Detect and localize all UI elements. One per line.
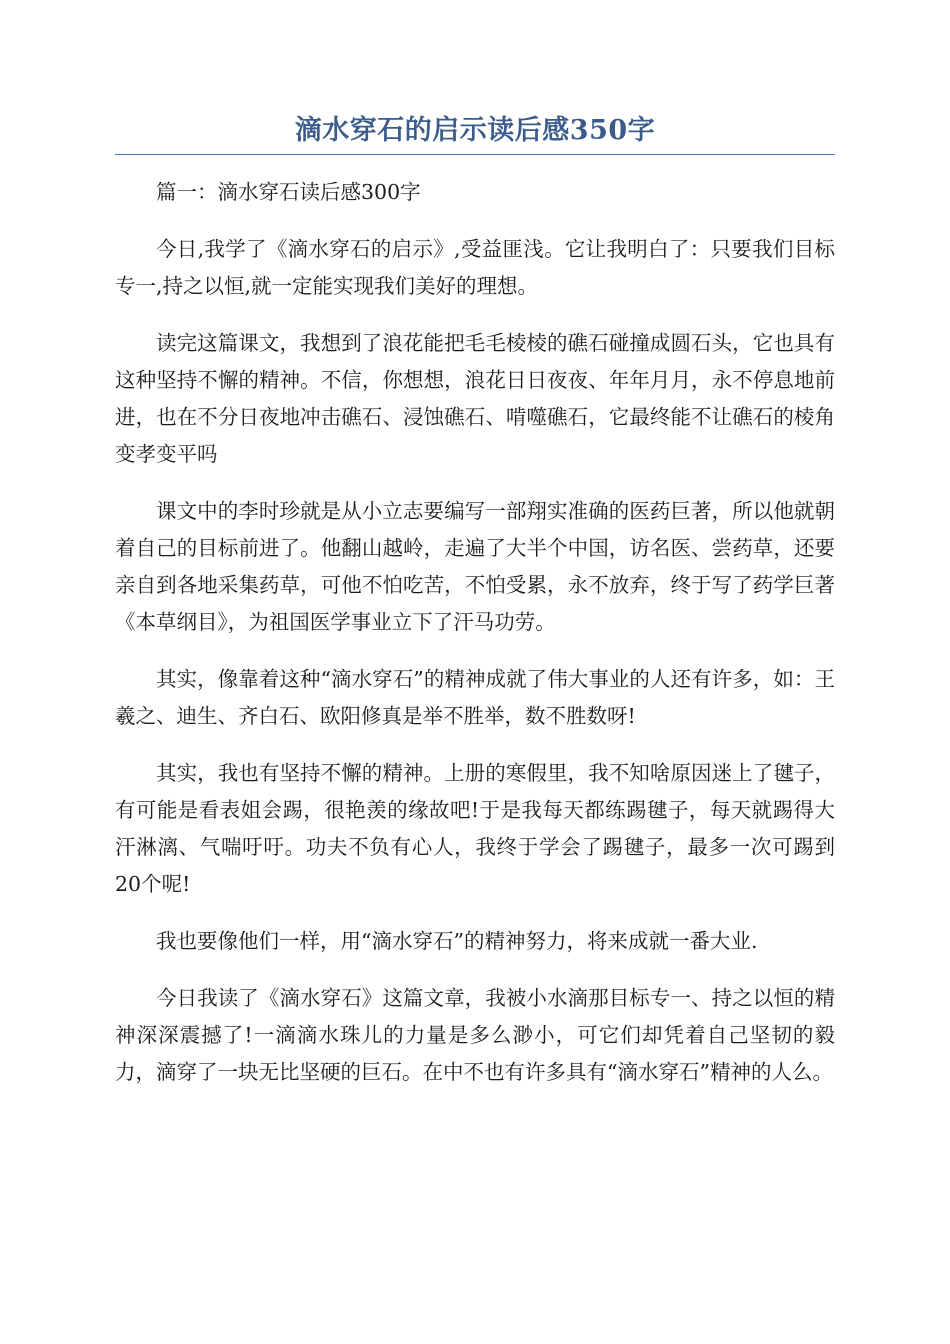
paragraph-3: 课文中的李时珍就是从小立志要编写一部翔实准确的医药巨著，所以他就朝着自己的目标前进了。他翻山越岭，走遍了大半个中国，访名医、尝药草，还要亲自到各地采集药草，可他不怕吃苦，不怕受累，永不放弃，终于写了药学巨著《本草纲目》，为祖国医学事业立下了汗马功劳。 xyxy=(115,499,835,634)
paragraph-7: 今日我读了《滴水穿石》这篇文章，我被小水滴那目标专一、持之以恒的精神深深震撼了!一滴滴水珠儿的力量是多么渺小，可它们却凭着自己坚韧的毅力，滴穿了一块无比坚硬的巨石。在中不也有许多具有“滴水穿石”精神的人么。 xyxy=(115,986,835,1084)
title-underline xyxy=(115,154,835,155)
document-title: 滴水穿石的启示读后感350字 xyxy=(294,115,656,146)
paragraph-1: 今日,我学了《滴水穿石的启示》,受益匪浅。它让我明白了：只要我们目标专一,持之以恒,就一定能实现我们美好的理想。 xyxy=(115,237,835,298)
paragraph-6: 我也要像他们一样，用“滴水穿石”的精神努力，将来成就一番大业. xyxy=(156,929,758,953)
document-body xyxy=(115,174,835,1111)
section-heading: 篇一：滴水穿石读后感300字 xyxy=(156,180,421,204)
paragraph-2: 读完这篇课文，我想到了浪花能把毛毛棱棱的礁石碰撞成圆石头，它也具有这种坚持不懈的精神。不信，你想想，浪花日日夜夜、年年月月，永不停息地前进，也在不分日夜地冲击礁石、浸蚀礁石、啃噬礁石，它最终能不让礁石的棱角变孝变平吗 xyxy=(115,331,835,466)
paragraph-5: 其实，我也有坚持不懈的精神。上册的寒假里，我不知啥原因迷上了毽子，有可能是看表姐会踢，很艳羡的缘故吧!于是我每天都练踢毽子，每天就踢得大汗淋漓、气喘吁吁。功夫不负有心人，我终于学会了踢毽子，最多一次可踢到20个呢! xyxy=(115,761,835,896)
paragraph-4: 其实，像靠着这种“滴水穿石”的精神成就了伟大事业的人还有许多，如：王羲之、迪生、齐白石、欧阳修真是举不胜举，数不胜数呀! xyxy=(115,667,835,728)
